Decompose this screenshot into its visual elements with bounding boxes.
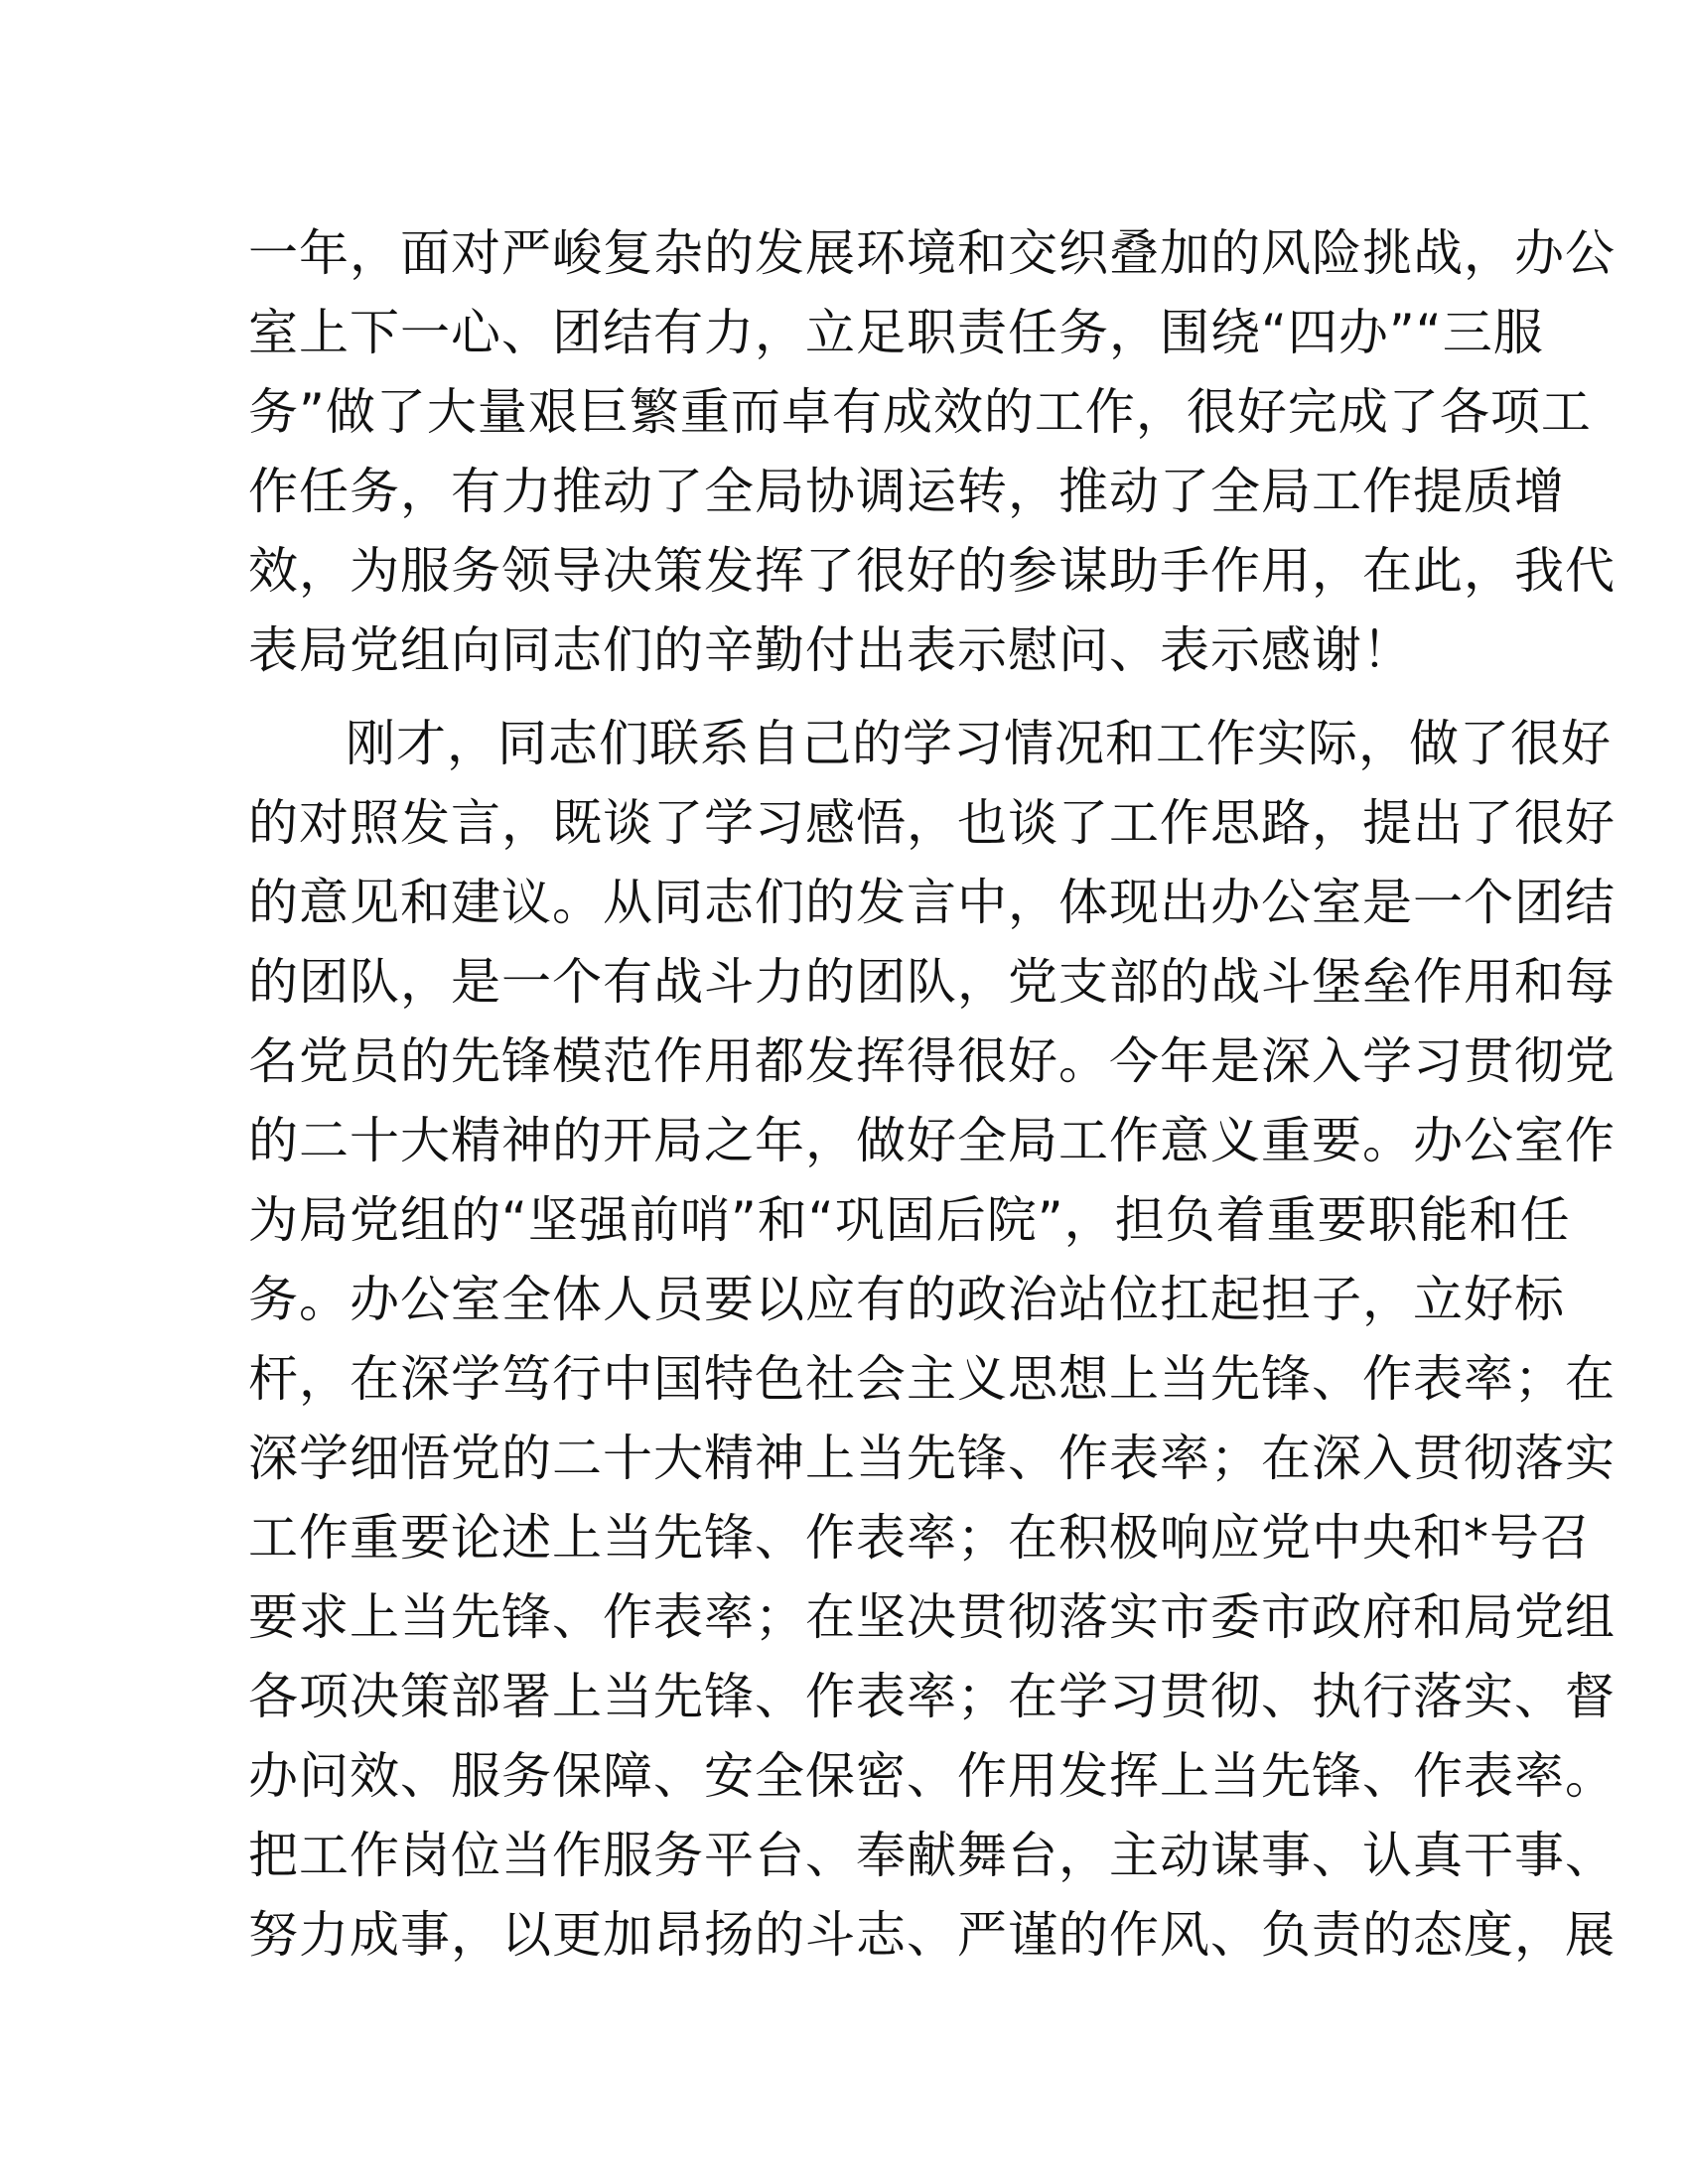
text-line: 把工作岗位当作服务平台、奉献舞台，主动谋事、认真干事、 <box>248 1827 1616 1884</box>
paragraph-2 <box>248 704 1616 1975</box>
text-line: 深学细悟党的二十大精神上当先锋、作表率；在深入贯彻落实 <box>248 1430 1616 1487</box>
text-line: 作任务，有力推动了全局协调运转，推动了全局工作提质增 <box>248 463 1565 520</box>
text-line: 表局党组向同志们的辛勤付出表示慰问、表示感谢！ <box>248 621 1413 679</box>
text-line: 刚才，同志们联系自己的学习情况和工作实际，做了很好 <box>346 715 1612 772</box>
text-line: 务。办公室全体人员要以应有的政治站位扛起担子，立好标 <box>248 1271 1565 1328</box>
paragraph-gap <box>248 690 1445 704</box>
text-line: 效，为服务领导决策发挥了很好的参谋助手作用，在此，我代 <box>248 542 1616 600</box>
text-line: 一年，面对严峻复杂的发展环境和交织叠加的风险挑战，办公 <box>248 224 1616 282</box>
text-line: 室上下一心、团结有力，立足职责任务，围绕“四办”“三服 <box>248 304 1544 361</box>
text-line: 各项决策部署上当先锋、作表率；在学习贯彻、执行落实、督 <box>248 1668 1616 1725</box>
text-line: 要求上当先锋、作表率；在坚决贯彻落实市委市政府和局党组 <box>248 1588 1616 1646</box>
text-line: 工作重要论述上当先锋、作表率；在积极响应党中央和*号召 <box>248 1509 1591 1567</box>
text-line: 办问效、服务保障、安全保密、作用发挥上当先锋、作表率。 <box>248 1747 1616 1805</box>
text-line: 的二十大精神的开局之年，做好全局工作意义重要。办公室作 <box>248 1112 1616 1169</box>
text-line: 务”做了大量艰巨繁重而卓有成效的工作，很好完成了各项工 <box>248 383 1592 441</box>
text-line: 杆，在深学笃行中国特色社会主义思想上当先锋、作表率；在 <box>248 1350 1616 1408</box>
text-line: 为局党组的“坚强前哨”和“巩固后院”，担负着重要职能和任 <box>248 1191 1571 1249</box>
body-text <box>248 213 1616 1975</box>
text-line: 名党员的先锋模范作用都发挥得很好。今年是深入学习贯彻党 <box>248 1032 1616 1090</box>
text-line: 努力成事，以更加昂扬的斗志、严谨的作风、负责的态度，展 <box>248 1906 1616 1964</box>
text-line: 的团队，是一个有战斗力的团队，党支部的战斗堡垒作用和每 <box>248 953 1616 1011</box>
text-line: 的意见和建议。从同志们的发言中，体现出办公室是一个团结 <box>248 874 1616 931</box>
paragraph-1 <box>248 213 1616 690</box>
text-line: 的对照发言，既谈了学习感悟，也谈了工作思路，提出了很好 <box>248 794 1616 852</box>
